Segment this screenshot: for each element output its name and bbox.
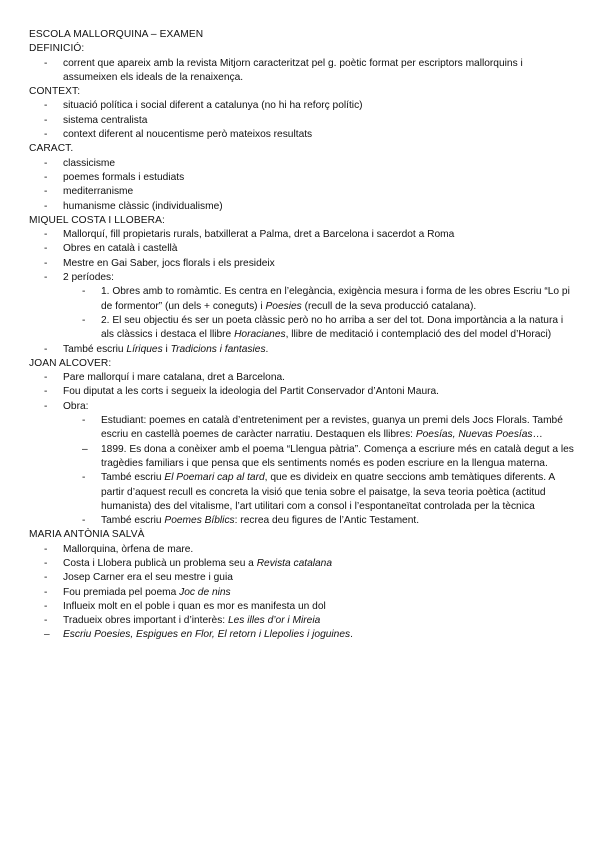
list-item: - sistema centralista	[44, 114, 148, 126]
list-costa-llobera	[29, 228, 574, 285]
list-item: - situació política i social diferent a catalunya (no hi ha reforç polític)	[44, 100, 363, 112]
list-item: - 1. Obres amb to romàmtic. Es centra en l’elegància, exigència mesura i forma de les obres Escriu “Lo pi de formentor” (un dels + coneguts) i Poesies (recull de la seva producció catalana).	[82, 286, 570, 312]
list-item: - poemes formals i estudiats	[44, 171, 185, 183]
heading-context: CONTEXT:	[29, 86, 81, 98]
list-maria-antonia-salva	[29, 543, 574, 643]
list-item: - Tradueix obres important i d’interès: Les illes d’or i Mireia	[44, 615, 321, 627]
list-item: - mediterranisme	[44, 186, 134, 198]
list-item: - Influeix molt en el poble i quan es mor es manifesta un dol	[44, 600, 326, 612]
list-costa-extra	[29, 343, 574, 357]
heading-maria-antonia-salva: MARIA ANTÒNIA SALVÀ	[29, 529, 145, 541]
list-item: - Pare mallorquí i mare catalana, dret a Barcelona.	[44, 372, 285, 384]
list-item: - 2 períodes:	[44, 272, 114, 284]
list-item: - humanisme clàssic (individualisme)	[44, 200, 223, 212]
list-item: - Mallorquí, fill propietaris rurals, batxillerat a Palma, dret a Barcelona i sacerdot a Roma	[44, 229, 455, 241]
list-joan-alcover	[29, 371, 574, 414]
list-item: - Mallorquina, òrfena de mare.	[44, 543, 194, 555]
sublist-obra	[29, 414, 574, 528]
list-item: - També escriu El Poemari cap al tard, que es divideix en quatre seccions amb temàtiques diferents. A partir d’aquest recull es concreta la visió que tenia sobre el paisatge, la seva teoria poètica (actitud humanista) des del vitalisme, l’art utilitari com a consol i l’espontaneïtat controlada per la tècnica	[82, 472, 555, 512]
list-caract	[29, 157, 574, 214]
list-item: - 2. El seu objectiu és ser un poeta clàssic però no ho arriba a ser del tot. Dona importància a la natura i als clàssics i destaca el llibre Horacianes, llibre de meditació i contemplació des del model d’Horaci)	[82, 314, 564, 341]
list-item: - Mestre en Gai Saber, jocs florals i els presideix	[44, 257, 275, 269]
list-item: - Fou diputat a les corts i segueix la ideologia del Partit Conservador d’Antoni Maura.	[44, 386, 440, 398]
heading-definicio: DEFINICIÓ:	[29, 43, 85, 55]
list-item: - També escriu Líriques i Tradicions i fantasies.	[44, 343, 269, 355]
document-title: ESCOLA MALLORQUINA – EXAMEN	[29, 29, 204, 40]
list-item: - context diferent al noucentisme però mateixos resultats	[44, 129, 313, 141]
heading-caract: CARACT.	[29, 143, 74, 155]
list-item: - Josep Carner era el seu mestre i guia	[44, 572, 233, 584]
list-item: - corrent que apareix amb la revista Mitjorn caracteritzat pel g. poètic format per escriptors mallorquins i assumeixen els ideals de la renaixença.	[44, 57, 523, 83]
heading-costa-llobera: MIQUEL COSTA I LLOBERA:	[29, 214, 165, 226]
heading-joan-alcover: JOAN ALCOVER:	[29, 357, 112, 369]
list-item: - Estudiant: poemes en català d’entreteniment per a revistes, guanya un premi dels Jocs Florals. També escriu en castellà poemes de caràcter narratiu. Destaquen els llibres: Poesías, Nuevas Poesías…	[82, 415, 563, 441]
list-item: - Fou premiada pel poema Joc de nins	[44, 586, 231, 598]
list-context	[29, 99, 574, 142]
list-item: - Costa i Llobera publicà un problema seu a Revista catalana	[44, 557, 333, 569]
list-item: - Obres en català i castellà	[44, 243, 178, 255]
list-item: – 1899. Es dona a conèixer amb el poema “Llengua pàtria”. Comença a escriure més en català degut a les tragèdies familiars i que pensa que els sentiments només es poden escriure en la llengua materna.	[82, 443, 574, 469]
document-page	[29, 28, 574, 643]
list-item: – Escriu Poesies, Espigues en Flor, El retorn i Llepolies i joguines.	[44, 629, 353, 641]
list-definicio	[29, 57, 574, 86]
list-item: - classicisme	[44, 157, 116, 169]
list-item: - Obra:	[44, 400, 89, 412]
list-item: - També escriu Poemes Bíblics: recrea deu figures de l’Antic Testament.	[82, 515, 420, 527]
sublist-periodes	[29, 285, 574, 342]
